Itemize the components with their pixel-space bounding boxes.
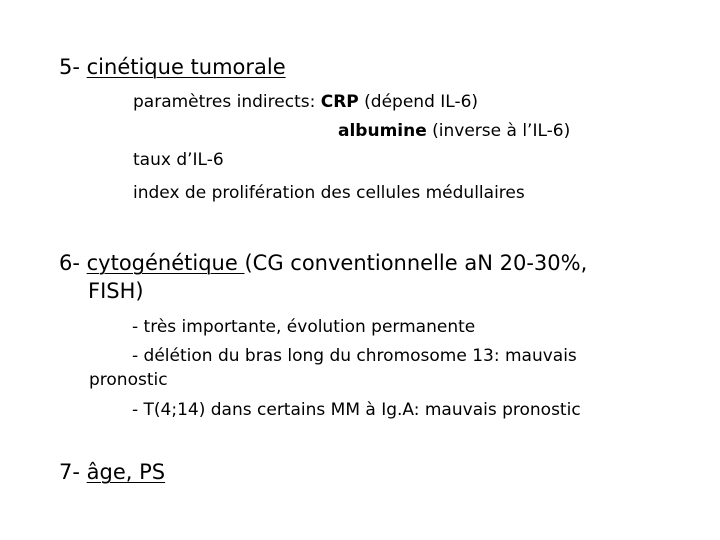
albumine-note: (inverse à l’IL-6) [426,121,571,141]
section-6-title: cytogénétique [86,251,245,275]
section-6-heading-cont: FISH) [88,279,144,303]
albumine-term: albumine [338,121,427,141]
section-6-line-importance: - très importante, évolution permanente [132,317,476,337]
section-7-number: 7- [59,460,87,484]
section-6-line-translocation: - T(4;14) dans certains MM à Ig.A: mauvais pronostic [132,400,581,420]
section-5-line-albumine [338,121,570,141]
section-5-title: cinétique tumorale [86,55,286,79]
section-6-line-deletion-cont: pronostic [89,370,168,390]
section-5-line-proliferation: index de prolifération des cellules médullaires [133,183,525,203]
indirect-params-label: paramètres indirects: [133,92,321,112]
section-7-heading [59,460,165,484]
section-5-number: 5- [59,55,87,79]
section-6-number: 6- [59,251,87,275]
section-6-title-rest: (CG conventionnelle aN 20-30%, [244,251,588,275]
section-5-line-il6: taux d’IL-6 [133,150,224,170]
crp-note: (dépend IL-6) [358,92,479,112]
section-5-heading [59,55,286,79]
section-6-heading [59,251,587,275]
section-7-title: âge, PS [86,460,166,484]
section-6-line-deletion: - délétion du bras long du chromosome 13: mauvais [132,346,577,366]
section-5-line-indirect-params [133,92,478,112]
crp-term: CRP [320,92,359,112]
